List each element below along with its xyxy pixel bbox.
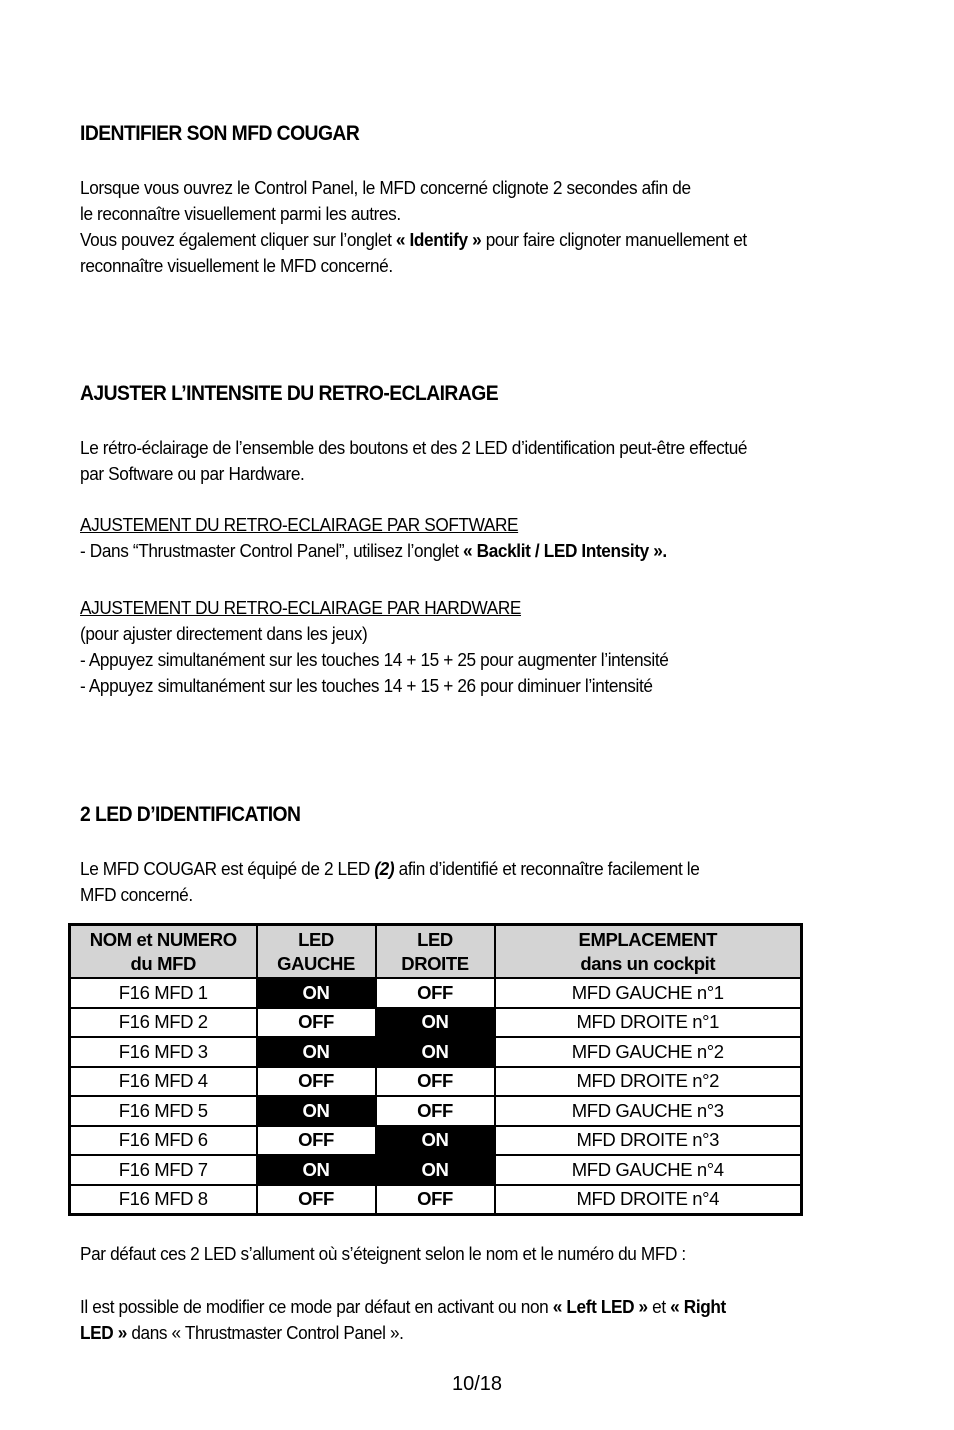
paragraph-line: - Dans “Thrustmaster Control Panel”, utilisez l’onglet « Backlit / LED Intensity ».: [80, 540, 667, 561]
table-row: [70, 1185, 802, 1215]
location-cell: MFD GAUCHE n°4: [495, 1155, 802, 1185]
section-title-identifier: IDENTIFIER SON MFD COUGAR: [80, 122, 360, 145]
column-header: EMPLACEMENT dans un cockpit: [495, 925, 802, 979]
paragraph-line: Le rétro-éclairage de l’ensemble des boutons et des 2 LED d’identification peut-être effectué: [80, 437, 748, 458]
table-row: [70, 1096, 802, 1126]
led-table: [68, 923, 803, 1216]
paragraph-line: Il est possible de modifier ce mode par défaut en activant ou non « Left LED » et « Right: [80, 1296, 726, 1317]
paragraph-line: reconnaître visuellement le MFD concerné.: [80, 255, 393, 276]
location-cell: MFD DROITE n°2: [495, 1067, 802, 1097]
section-title-ajuster: AJUSTER L’INTENSITE DU RETRO-ECLAIRAGE: [80, 382, 499, 405]
table-row: [70, 978, 802, 1008]
location-cell: MFD DROITE n°3: [495, 1126, 802, 1156]
led-right-cell: ON: [376, 1008, 495, 1038]
led-left-cell: ON: [257, 978, 376, 1008]
column-header: LED GAUCHE: [257, 925, 376, 979]
mfd-name-cell: F16 MFD 3: [70, 1037, 257, 1067]
led-left-cell: ON: [257, 1096, 376, 1126]
paragraph-line: par Software ou par Hardware.: [80, 463, 305, 484]
paragraph-line: le reconnaître visuellement parmi les autres.: [80, 203, 401, 224]
location-cell: MFD DROITE n°4: [495, 1185, 802, 1215]
software-subheading: AJUSTEMENT DU RETRO-ECLAIRAGE PAR SOFTWARE: [80, 514, 519, 535]
hardware-subheading: AJUSTEMENT DU RETRO-ECLAIRAGE PAR HARDWARE: [80, 597, 522, 618]
led-right-cell: OFF: [376, 1185, 495, 1215]
table-row: [70, 1008, 802, 1038]
right-led-option: « Right: [670, 1296, 726, 1317]
paragraph-line: - Appuyez simultanément sur les touches 14 + 15 + 26 pour diminuer l’intensité: [80, 675, 653, 696]
mfd-name-cell: F16 MFD 8: [70, 1185, 257, 1215]
paragraph-line: LED » dans « Thrustmaster Control Panel ».: [80, 1322, 404, 1343]
led-left-cell: ON: [257, 1155, 376, 1185]
led-right-cell: OFF: [376, 1067, 495, 1097]
column-header: NOM et NUMERO du MFD: [70, 925, 257, 979]
led-right-cell: OFF: [376, 1096, 495, 1126]
page-number: 10/18: [451, 1373, 503, 1395]
paragraph-line: - Appuyez simultanément sur les touches 14 + 15 + 25 pour augmenter l’intensité: [80, 649, 669, 670]
left-led-option: « Left LED »: [552, 1296, 648, 1317]
column-header: LED DROITE: [376, 925, 495, 979]
paragraph-line: MFD concerné.: [80, 884, 193, 905]
location-cell: MFD GAUCHE n°1: [495, 978, 802, 1008]
reference-number: (2): [374, 858, 395, 879]
section-title-led: 2 LED D’IDENTIFICATION: [80, 803, 301, 826]
mfd-name-cell: F16 MFD 4: [70, 1067, 257, 1097]
led-right-cell: ON: [376, 1037, 495, 1067]
table-row: [70, 1037, 802, 1067]
paragraph-line: Par défaut ces 2 LED s’allument où s’éteignent selon le nom et le numéro du MFD :: [80, 1243, 686, 1264]
led-left-cell: ON: [257, 1037, 376, 1067]
table-row: [70, 1067, 802, 1097]
table-header-row: [70, 925, 802, 979]
mfd-name-cell: F16 MFD 7: [70, 1155, 257, 1185]
paragraph-line: Lorsque vous ouvrez le Control Panel, le MFD concerné clignote 2 secondes afin de: [80, 177, 691, 198]
location-cell: MFD DROITE n°1: [495, 1008, 802, 1038]
led-right-cell: ON: [376, 1126, 495, 1156]
mfd-name-cell: F16 MFD 1: [70, 978, 257, 1008]
location-cell: MFD GAUCHE n°3: [495, 1096, 802, 1126]
led-left-cell: OFF: [257, 1067, 376, 1097]
paragraph-line: Le MFD COUGAR est équipé de 2 LED (2) afin d’identifié et reconnaître facilement le: [80, 858, 700, 879]
paragraph-line: Vous pouvez également cliquer sur l’onglet « Identify » pour faire clignoter manuellement et: [80, 229, 747, 250]
mfd-name-cell: F16 MFD 5: [70, 1096, 257, 1126]
paragraph-line: (pour ajuster directement dans les jeux): [80, 623, 368, 644]
mfd-name-cell: F16 MFD 2: [70, 1008, 257, 1038]
led-left-cell: OFF: [257, 1126, 376, 1156]
led-left-cell: OFF: [257, 1008, 376, 1038]
led-right-cell: OFF: [376, 978, 495, 1008]
table-row: [70, 1155, 802, 1185]
led-right-cell: ON: [376, 1155, 495, 1185]
backlit-tab-label: « Backlit / LED Intensity ».: [463, 540, 667, 561]
identify-tab-label: « Identify »: [395, 229, 482, 250]
mfd-name-cell: F16 MFD 6: [70, 1126, 257, 1156]
table-row: [70, 1126, 802, 1156]
led-left-cell: OFF: [257, 1185, 376, 1215]
location-cell: MFD GAUCHE n°2: [495, 1037, 802, 1067]
